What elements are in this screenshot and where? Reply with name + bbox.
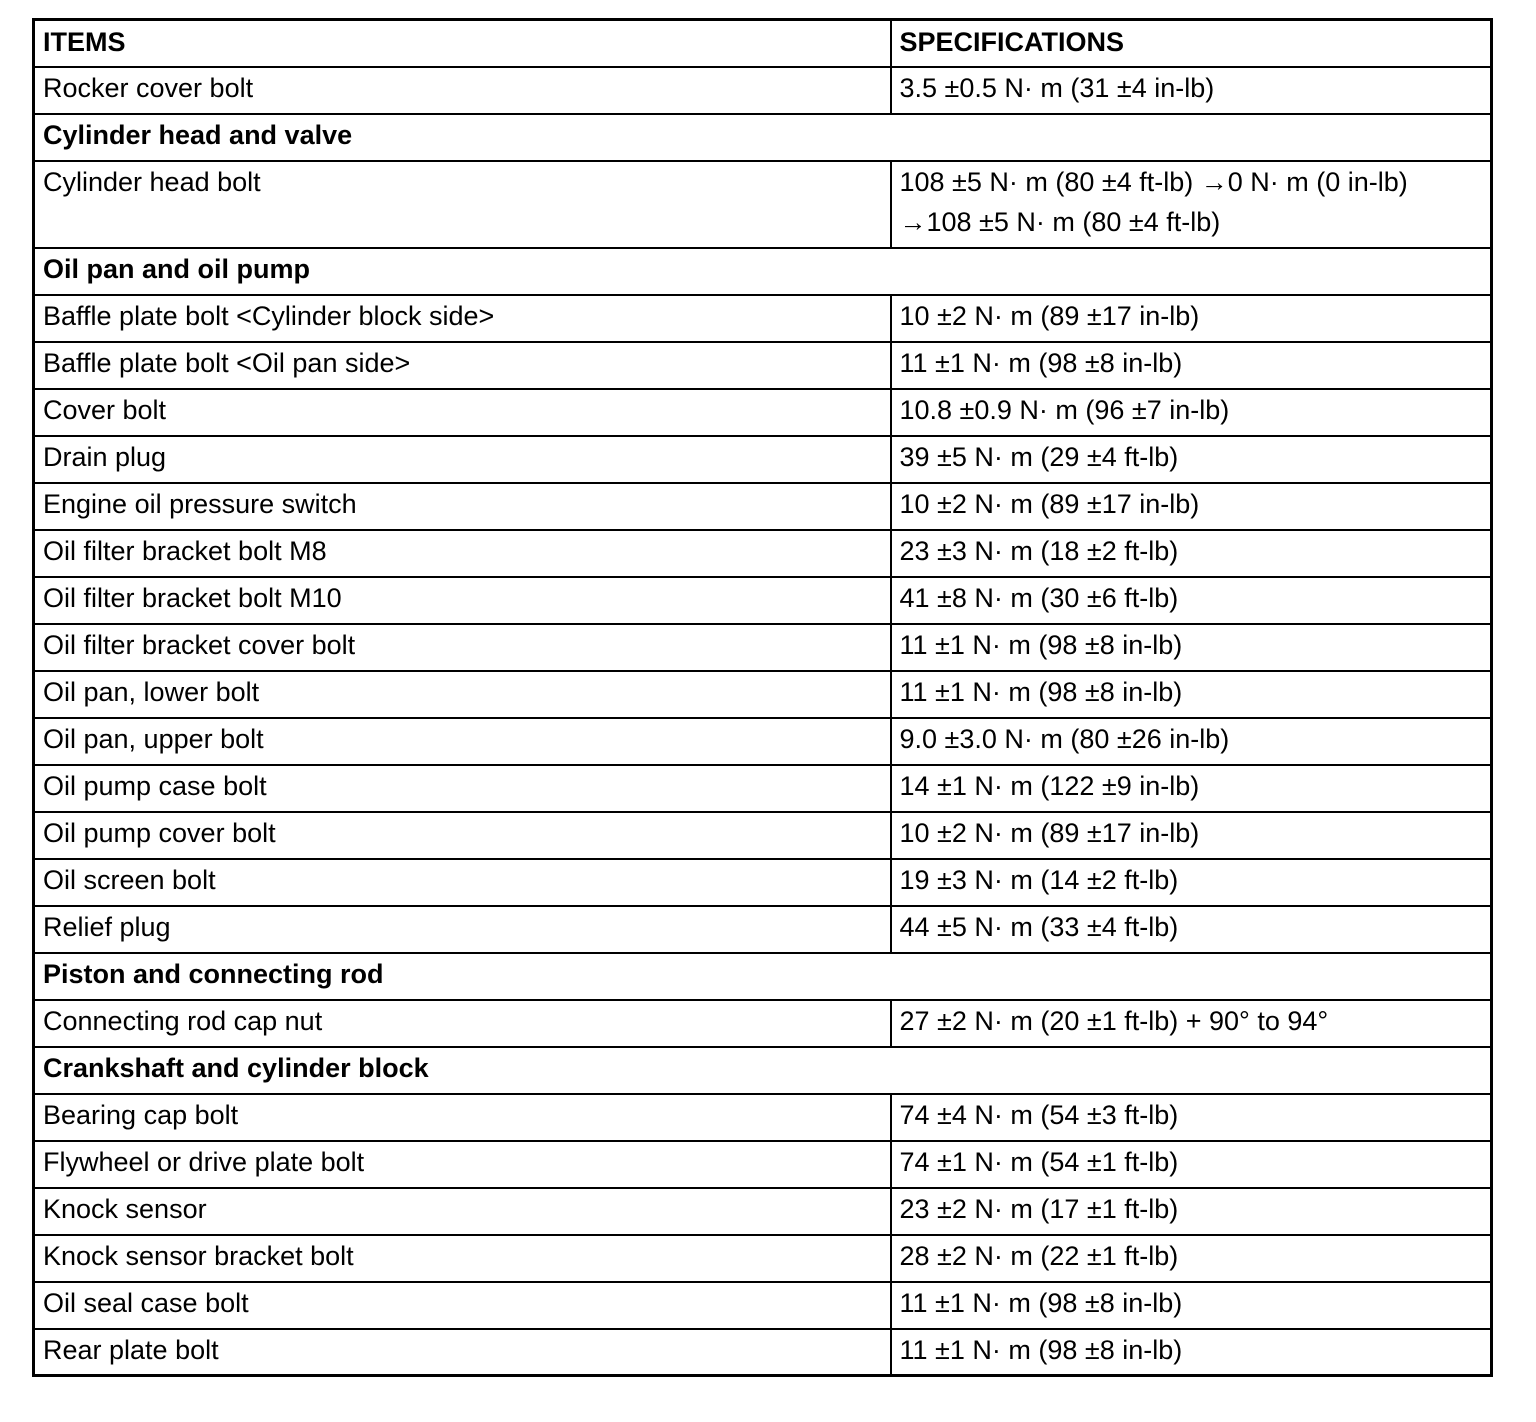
table-row (34, 624, 1492, 671)
item-cell: Connecting rod cap nut (34, 1000, 891, 1047)
table-row (34, 1141, 1492, 1188)
table-row (34, 1188, 1492, 1235)
table-row (34, 1282, 1492, 1329)
specifications-column-header: SPECIFICATIONS (891, 20, 1492, 67)
spec-line: →108 ±5 N· m (80 ±4 ft-lb) (899, 206, 1221, 237)
item-cell: Flywheel or drive plate bolt (34, 1141, 891, 1188)
table-header-row (34, 20, 1492, 67)
spec-cell: 44 ±5 N· m (33 ±4 ft-lb) (891, 906, 1492, 953)
item-cell: Oil screen bolt (34, 859, 891, 906)
spec-cell: 10 ±2 N· m (89 ±17 in-lb) (891, 295, 1492, 342)
item-cell: Bearing cap bolt (34, 1094, 891, 1141)
table-row (34, 67, 1492, 114)
spec-cell: 74 ±1 N· m (54 ±1 ft-lb) (891, 1141, 1492, 1188)
spec-cell: 23 ±2 N· m (17 ±1 ft-lb) (891, 1188, 1492, 1235)
item-cell: Rocker cover bolt (34, 67, 891, 114)
spec-cell: 27 ±2 N· m (20 ±1 ft-lb) + 90° to 94° (891, 1000, 1492, 1047)
item-cell: Knock sensor bracket bolt (34, 1235, 891, 1282)
item-cell: Drain plug (34, 436, 891, 483)
spec-cell: 10.8 ±0.9 N· m (96 ±7 in-lb) (891, 389, 1492, 436)
spec-cell: 10 ±2 N· m (89 ±17 in-lb) (891, 483, 1492, 530)
spec-cell: 28 ±2 N· m (22 ±1 ft-lb) (891, 1235, 1492, 1282)
spec-cell: 11 ±1 N· m (98 ±8 in-lb) (891, 1282, 1492, 1329)
item-cell: Rear plate bolt (34, 1329, 891, 1376)
table-row (34, 859, 1492, 906)
item-cell: Oil pump case bolt (34, 765, 891, 812)
spec-cell: 11 ±1 N· m (98 ±8 in-lb) (891, 624, 1492, 671)
table-row (34, 1235, 1492, 1282)
item-cell: Knock sensor (34, 1188, 891, 1235)
item-cell: Oil pan, upper bolt (34, 718, 891, 765)
spec-cell: 10 ±2 N· m (89 ±17 in-lb) (891, 812, 1492, 859)
spec-cell: 41 ±8 N· m (30 ±6 ft-lb) (891, 577, 1492, 624)
spec-cell: 11 ±1 N· m (98 ±8 in-lb) (891, 671, 1492, 718)
table-row (34, 671, 1492, 718)
section-title: Cylinder head and valve (34, 114, 1492, 161)
table-row (34, 1094, 1492, 1141)
spec-cell (891, 161, 1492, 248)
item-cell: Relief plug (34, 906, 891, 953)
item-cell: Oil pan, lower bolt (34, 671, 891, 718)
spec-cell: 39 ±5 N· m (29 ±4 ft-lb) (891, 436, 1492, 483)
section-title: Oil pan and oil pump (34, 248, 1492, 295)
table-row (34, 342, 1492, 389)
item-cell: Oil filter bracket bolt M8 (34, 530, 891, 577)
spec-cell: 9.0 ±3.0 N· m (80 ±26 in-lb) (891, 718, 1492, 765)
spec-cell: 11 ±1 N· m (98 ±8 in-lb) (891, 1329, 1492, 1376)
item-cell: Engine oil pressure switch (34, 483, 891, 530)
item-cell: Oil filter bracket bolt M10 (34, 577, 891, 624)
item-cell: Oil pump cover bolt (34, 812, 891, 859)
table-row (34, 389, 1492, 436)
item-cell: Baffle plate bolt <Cylinder block side> (34, 295, 891, 342)
section-title: Crankshaft and cylinder block (34, 1047, 1492, 1094)
table-row (34, 577, 1492, 624)
spec-line: 108 ±5 N· m (80 ±4 ft-lb) →0 N· m (0 in-lb) (899, 166, 1408, 197)
item-cell: Oil seal case bolt (34, 1282, 891, 1329)
table-row (34, 1329, 1492, 1376)
table-row (34, 530, 1492, 577)
item-cell: Cover bolt (34, 389, 891, 436)
item-cell: Cylinder head bolt (34, 161, 891, 248)
item-cell: Baffle plate bolt <Oil pan side> (34, 342, 891, 389)
spec-cell: 14 ±1 N· m (122 ±9 in-lb) (891, 765, 1492, 812)
items-column-header: ITEMS (34, 20, 891, 67)
section-row (34, 114, 1492, 161)
table-row (34, 1000, 1492, 1047)
table-row (34, 483, 1492, 530)
table-row (34, 718, 1492, 765)
spec-cell: 3.5 ±0.5 N· m (31 ±4 in-lb) (891, 67, 1492, 114)
spec-cell: 23 ±3 N· m (18 ±2 ft-lb) (891, 530, 1492, 577)
table-row (34, 906, 1492, 953)
section-row (34, 1047, 1492, 1094)
table-row (34, 295, 1492, 342)
table-row (34, 812, 1492, 859)
table-row (34, 765, 1492, 812)
item-cell: Oil filter bracket cover bolt (34, 624, 891, 671)
spec-cell: 11 ±1 N· m (98 ±8 in-lb) (891, 342, 1492, 389)
spec-cell: 19 ±3 N· m (14 ±2 ft-lb) (891, 859, 1492, 906)
table-body (34, 67, 1492, 1376)
spec-cell: 74 ±4 N· m (54 ±3 ft-lb) (891, 1094, 1492, 1141)
section-title: Piston and connecting rod (34, 953, 1492, 1000)
section-row (34, 953, 1492, 1000)
table-row (34, 161, 1492, 248)
table-row (34, 436, 1492, 483)
torque-spec-table (32, 18, 1493, 1377)
section-row (34, 248, 1492, 295)
